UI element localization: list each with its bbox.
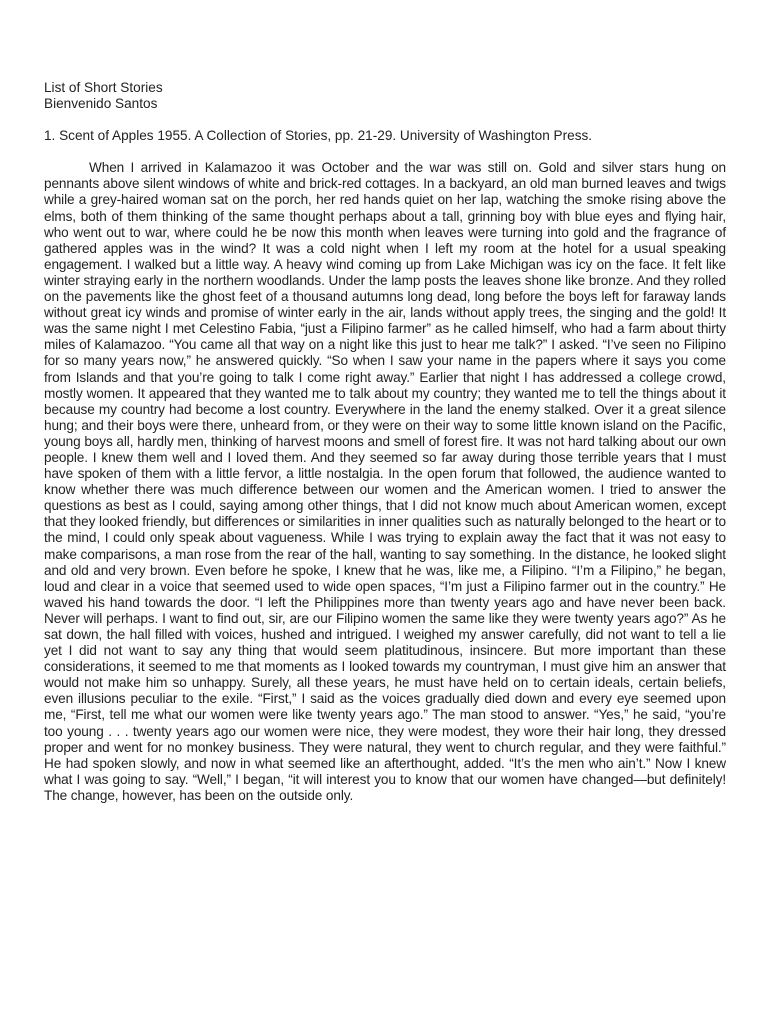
story-entry-1: 1. Scent of Apples 1955. A Collection of Stories, pp. 21-29. University of Washington Press. [44,128,593,144]
document-page [44,80,726,804]
story-body-text: When I arrived in Kalamazoo it was October and the war was still on. Gold and silver stars hung on pennants above silent windows of white and brick-red cottages. In a backyard, an old man burned leaves and twigs while a grey-haired woman sat on the porch, her red hands quiet on her lap, watching the smoke rising above the elms, both of them thinking of the same thought perhaps about a tall, grinning boy with blue eyes and flying hair, who went out to war, where could he be now this month when leaves were turning into gold and the fragrance of gathered apples was in the wind? It was a cold night when I left my room at the hotel for a usual speaking engagement. I walked but a little way. A heavy wind coming up from Lake Michigan was icy on the face. It felt like winter straying early in the northern woodlands. Under the lamp posts the leaves shone like bronze. And they rolled on the pavements like the ghost feet of a thousand autumns long dead, long before the boys left for faraway lands without great icy winds and promise of winter early in the air, lands without apply trees, the singing and the gold! It was the same night I met Celestino Fabia, “just a Filipino farmer” as he called himself, who had a farm about thirty miles of Kalamazoo. “You came all that way on a night like this just to hear me talk?” I asked. “I’ve seen no Filipino for so many years now,” he answered quickly. “So when I saw your name in the papers where it says you come from Islands and that you’re going to talk I come right away.” Earlier that night I has addressed a college crowd, mostly women. It appeared that they wanted me to talk about my country; they wanted me to tell the things about it because my country had become a lost country. Everywhere in the land the enemy stalked. Over it a great silence hung; and their boys were there, unheard from, or they were on their way to some little known island on the Pacific, young boys all, hardly men, thinking of harvest moons and smell of forest fire. It was not hard talking about our own people. I knew them well and I loved them. And they seemed so far away during those terrible years that I must have spoken of them with a little fervor, a little nostalgia. In the open forum that followed, the audience wanted to know whether there was much difference between our women and the American women. I tried to answer the questions as best as I could, saying among other things, that I did not know much about American women, except that they looked friendly, but differences or similarities in inner qualities such as naturally belonged to the heart or to the mind, I could only speak about vagueness. While I was trying to explain away the fact that it was not easy to make comparisons, a man rose from the rear of the hall, wanting to say something. In the distance, he looked slight and old and very brown. Even before he spoke, I knew that he was, like me, a Filipino. “I’m a Filipino,” he began, loud and clear in a voice that seemed used to wide open spaces, “I’m just a Filipino farmer out in the country.” He waved his hand towards the door. “I left the Philippines more than twenty years ago and have never been back. Never will perhaps. I want to find out, sir, are our Filipino women the same like they were twenty years ago?” As he sat down, the hall filled with voices, hushed and intrigued. I weighed my answer carefully, did not want to tell a lie yet I did not want to say any thing that would seem platitudinous, insincere. But more important than these considerations, it seemed to me that moments as I looked towards my countryman, I must give him an answer that would not make him so unhappy. Surely, all these years, he must have held on to certain ideals, certain beliefs, even illusions peculiar to the exile. “First,” I said as the voices gradually died down and every eye seemed upon me, “First, tell me what our women were like twenty years ago.” The man stood to answer. “Yes,” he said, “you’re too young . . . twenty years ago our women were nice, they were modest, they wore their hair long, they dressed proper and went for no monkey business. They were natural, they went to church regular, and they were faithful.” He had spoken slowly, and now in what seemed like an afterthought, added. “It’s the men who ain’t.” Now I knew what I was going to say. “Well,” I began, “it will interest you to know that our women have changed—but definitely! The change, however, has been on the outside only. [44,160,726,803]
document-author: Bienvenido Santos [44,96,158,112]
document-title: List of Short Stories [44,80,163,95]
